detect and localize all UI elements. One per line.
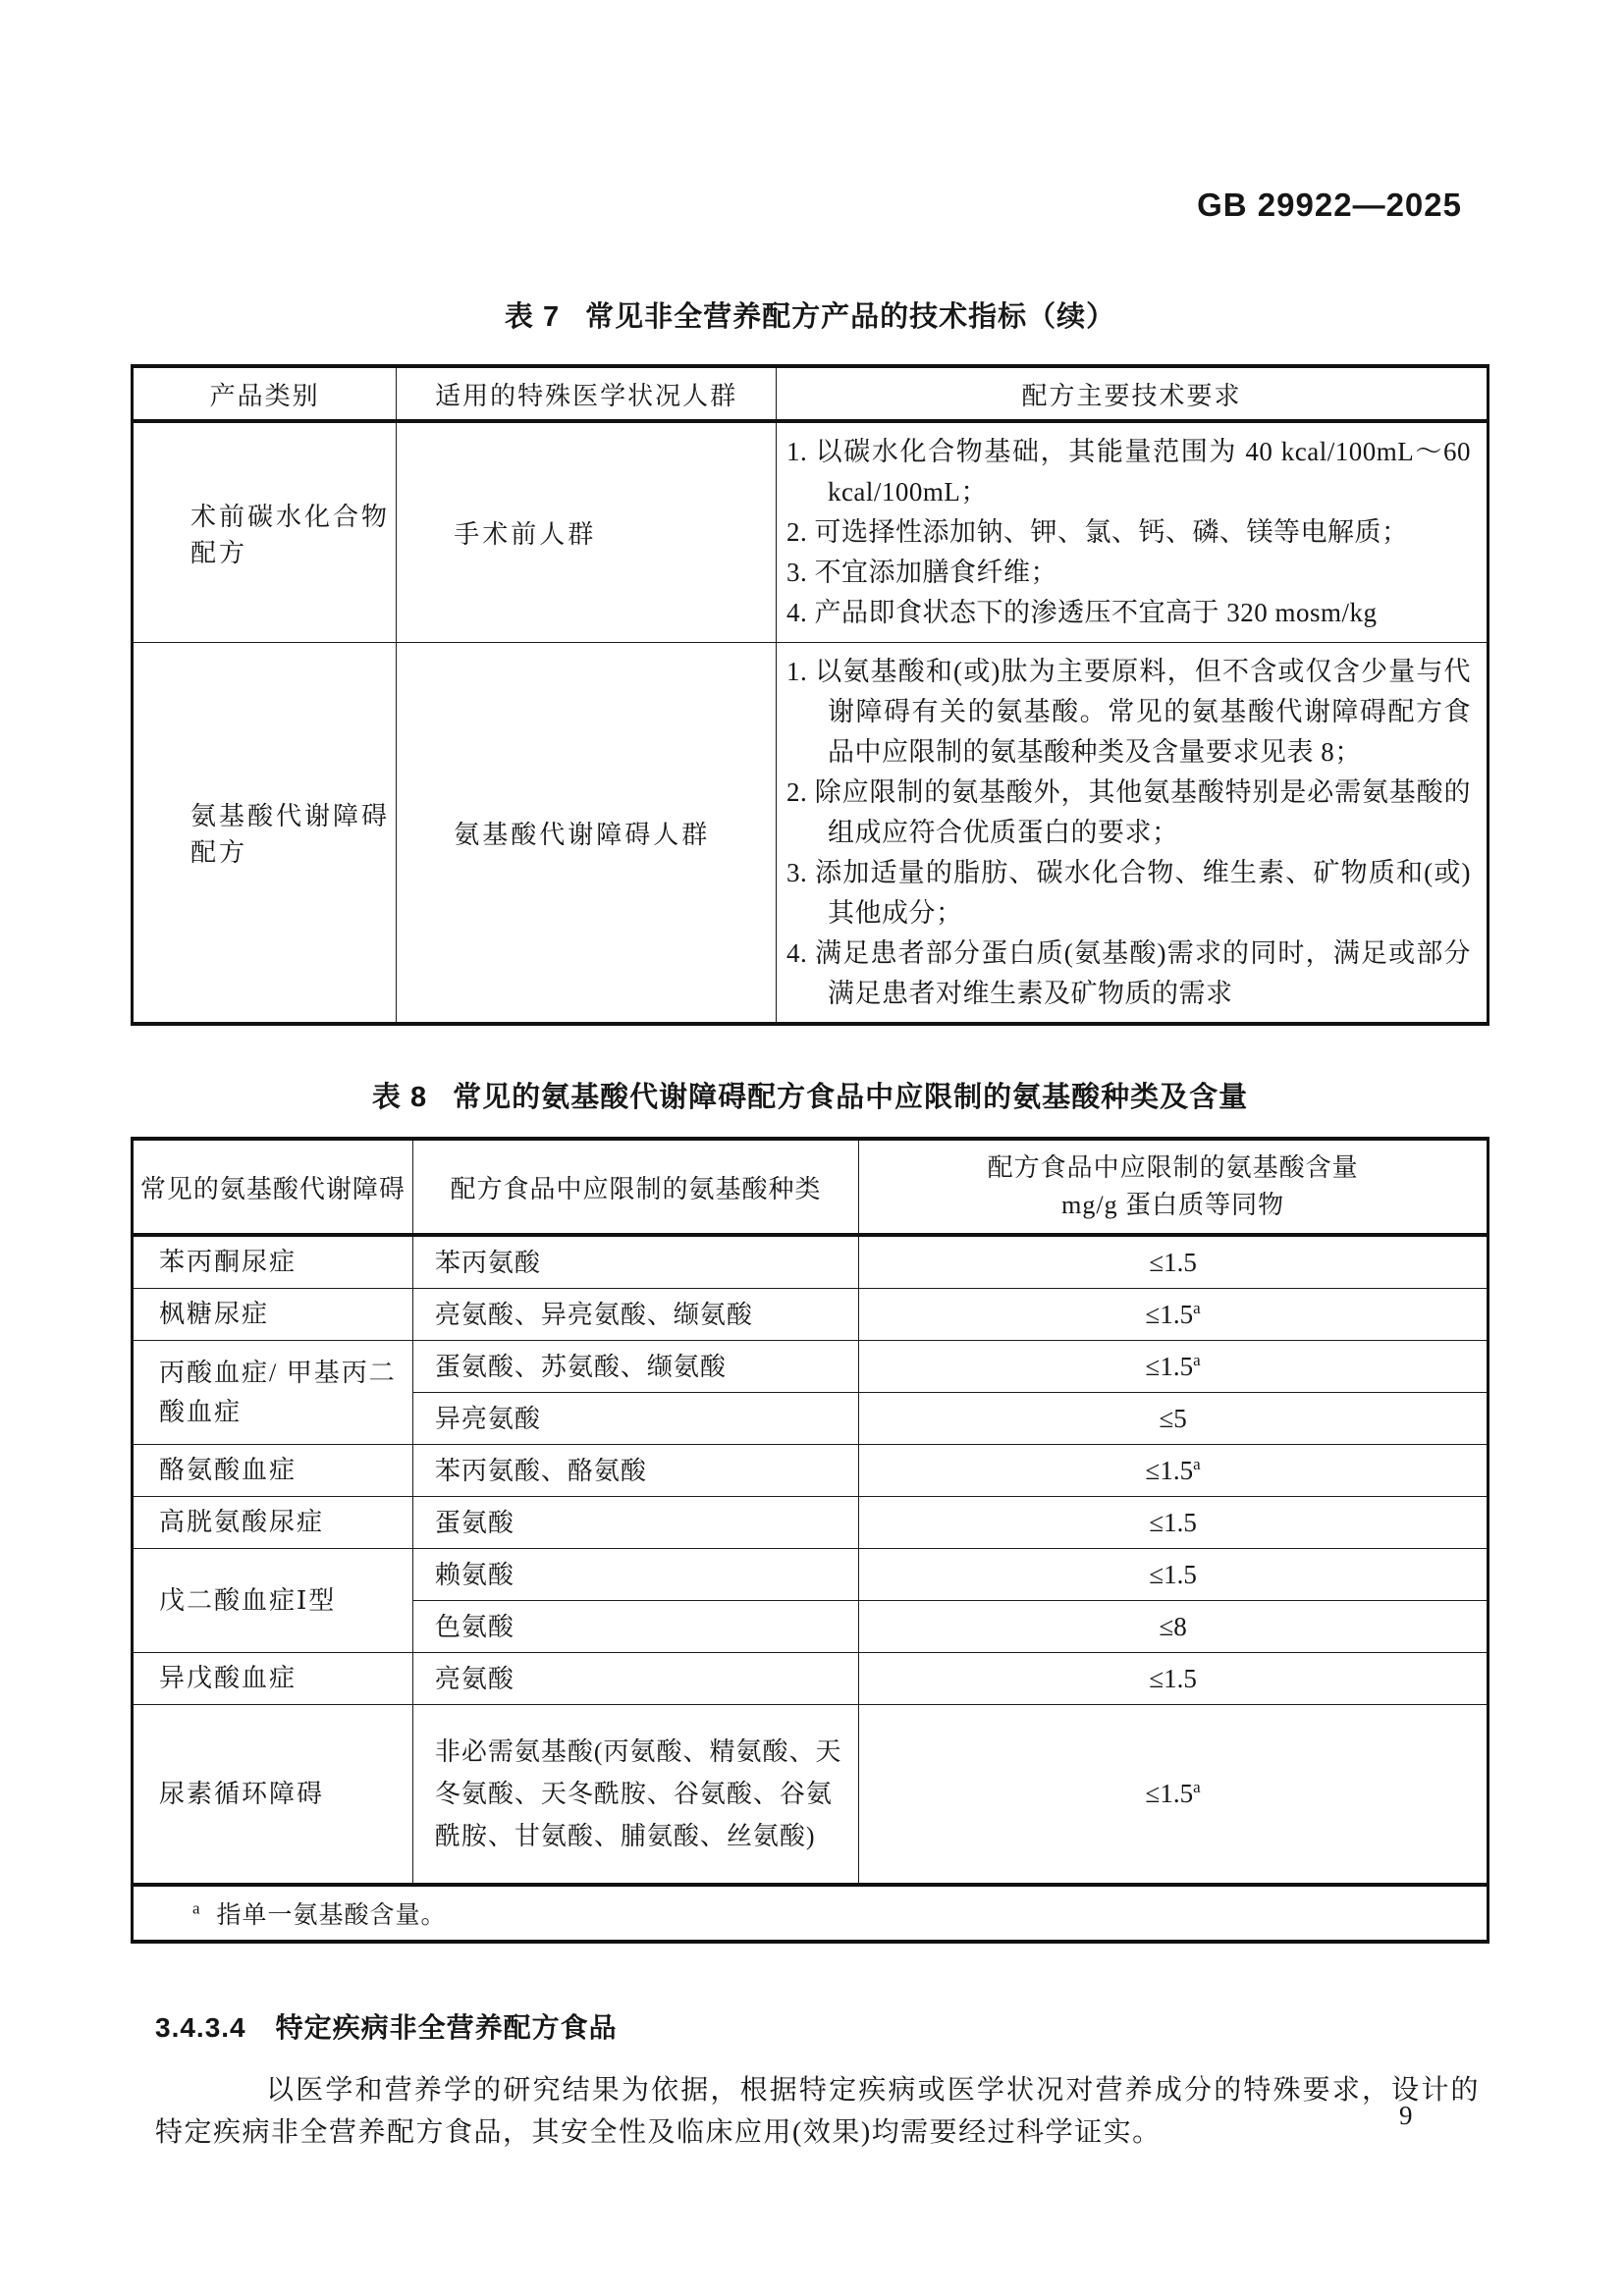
amino-acids-cell: 蛋氨酸、苏氨酸、缬氨酸 (412, 1341, 858, 1393)
table7-header-requirements: 配方主要技术要求 (776, 366, 1488, 421)
table8-row (133, 1341, 1489, 1393)
table8-row (133, 1549, 1489, 1601)
limit-value: ≤1.5 (1149, 1507, 1197, 1537)
population-cell: 手术前人群 (397, 421, 777, 643)
population-cell: 氨基酸代谢障碍人群 (397, 643, 777, 1025)
table8-row (133, 1497, 1489, 1549)
table8-footnote-row (133, 1885, 1489, 1942)
amino-acids-cell: 色氨酸 (412, 1601, 858, 1653)
section-heading (155, 2006, 1489, 2046)
limit-value: ≤8 (1159, 1611, 1187, 1641)
requirement-item: 1. 以氨基酸和(或)肽为主要原料，但不含或仅含少量与代谢障碍有关的氨基酸。常见的氨基酸代谢障碍配方食品中应限制的氨基酸种类及含量要求见表 8； (785, 656, 1471, 767)
requirement-item: 3. 添加适量的脂肪、碳水化合物、维生素、矿物质和(或)其他成分； (785, 857, 1471, 928)
limit-value-cell (859, 1341, 1489, 1393)
footnote-ref: a (1193, 1778, 1201, 1796)
disease-cell: 酪氨酸血症 (133, 1445, 413, 1497)
limit-value-cell (859, 1705, 1489, 1886)
footnote-text: 指单一氨基酸含量。 (216, 1902, 447, 1929)
table7-caption (131, 294, 1489, 335)
product-category-cell: 氨基酸代谢障碍配方 (133, 643, 397, 1025)
limit-value-cell (859, 1445, 1489, 1497)
section-number: 3.4.3.4 (155, 2012, 246, 2043)
table8-row (133, 1289, 1489, 1341)
footnote-ref: a (1193, 1454, 1201, 1473)
amino-acids-cell: 苯丙氨酸 (412, 1235, 858, 1289)
table8-restricted-amino-acids (131, 1137, 1489, 1944)
table8-header-disorder: 常见的氨基酸代谢障碍 (133, 1139, 413, 1235)
body-paragraph: 以医学和营养学的研究结果为依据，根据特定疾病或医学状况对营养成分的特殊要求，设计的特定疾病非全营养配方食品，其安全性及临床应用(效果)均需要经过科学证实。 (155, 2075, 1480, 2148)
table7-caption-text: 常见非全营养配方产品的技术指标（续） (585, 301, 1116, 333)
table8-header-limit-line1: 配方食品中应限制的氨基酸含量 (987, 1153, 1359, 1182)
footnote-marker: a (192, 1898, 201, 1918)
limit-value-cell (859, 1235, 1489, 1289)
amino-acids-cell: 异亮氨酸 (412, 1393, 858, 1445)
doc-number-header: GB 29922—2025 (1197, 187, 1462, 223)
amino-acids-cell: 亮氨酸 (412, 1653, 858, 1705)
disease-cell: 尿素循环障碍 (133, 1705, 413, 1886)
table7-header-row (133, 366, 1489, 421)
limit-value: ≤1.5 (1149, 1559, 1197, 1589)
amino-acids-cell: 赖氨酸 (412, 1549, 858, 1601)
limit-value-cell (859, 1289, 1489, 1341)
table7-row (133, 643, 1489, 1025)
requirement-item: 4. 满足患者部分蛋白质(氨基酸)需求的同时，满足或部分满足患者对维生素及矿物质的需求 (785, 937, 1471, 1008)
requirement-item: 3. 不宜添加膳食纤维； (785, 558, 1057, 587)
table7-technical-indicators (131, 364, 1489, 1026)
table8-header-amino-acid-types: 配方食品中应限制的氨基酸种类 (412, 1139, 858, 1235)
limit-value: ≤5 (1159, 1403, 1187, 1433)
disease-cell: 高胱氨酸尿症 (133, 1497, 413, 1549)
requirements-cell (776, 643, 1488, 1025)
table8-row (133, 1653, 1489, 1705)
table8-header-row (133, 1139, 1489, 1235)
requirement-item: 1. 以碳水化合物基础，其能量范围为 40 kcal/100mL～60 kcal/100mL； (785, 437, 1471, 507)
disease-cell: 苯丙酮尿症 (133, 1235, 413, 1289)
limit-value-cell (859, 1549, 1489, 1601)
limit-value-cell (859, 1653, 1489, 1705)
table8-row (133, 1445, 1489, 1497)
requirements-cell (776, 421, 1488, 643)
table8-caption-text: 常见的氨基酸代谢障碍配方食品中应限制的氨基酸种类及含量 (453, 1082, 1249, 1113)
page-number: 9 (1399, 2101, 1413, 2130)
footnote-ref: a (1193, 1350, 1201, 1369)
limit-value-cell (859, 1393, 1489, 1445)
limit-value: ≤1.5 (1145, 1351, 1194, 1381)
limit-value: ≤1.5 (1149, 1247, 1197, 1277)
product-category-cell: 术前碳水化合物配方 (133, 421, 397, 643)
table7-caption-label: 表 7 (504, 301, 561, 333)
footnote-cell (133, 1885, 1489, 1942)
limit-value: ≤1.5 (1149, 1663, 1197, 1693)
limit-value-cell (859, 1601, 1489, 1653)
requirement-item: 4. 产品即食状态下的渗透压不宜高于 320 mosm/kg (785, 598, 1378, 627)
table7-row (133, 421, 1489, 643)
table8-row (133, 1705, 1489, 1886)
limit-value-cell (859, 1497, 1489, 1549)
table8-caption (131, 1075, 1489, 1115)
amino-acids-cell: 苯丙氨酸、酪氨酸 (412, 1445, 858, 1497)
requirement-item: 2. 除应限制的氨基酸外，其他氨基酸特别是必需氨基酸的组成应符合优质蛋白的要求； (785, 776, 1471, 847)
table7-header-product-category: 产品类别 (133, 366, 397, 421)
table8-row (133, 1235, 1489, 1289)
requirement-item: 2. 可选择性添加钠、钾、氯、钙、磷、镁等电解质； (785, 517, 1409, 547)
footnote-ref: a (1193, 1298, 1201, 1317)
table8-header-limit-line2: mg/g 蛋白质等同物 (1061, 1191, 1285, 1219)
limit-value: ≤1.5 (1145, 1455, 1194, 1485)
disease-cell: 戊二酸血症Ⅰ型 (133, 1549, 413, 1653)
amino-acids-cell: 亮氨酸、异亮氨酸、缬氨酸 (412, 1289, 858, 1341)
disease-cell: 异戊酸血症 (133, 1653, 413, 1705)
disease-cell: 枫糖尿症 (133, 1289, 413, 1341)
disease-cell: 丙酸血症/ 甲基丙二酸血症 (133, 1341, 413, 1445)
table8-header-limit (859, 1139, 1489, 1235)
table7-header-population: 适用的特殊医学状况人群 (397, 366, 777, 421)
amino-acids-cell: 蛋氨酸 (412, 1497, 858, 1549)
limit-value: ≤1.5 (1145, 1299, 1194, 1329)
table8-caption-label: 表 8 (371, 1082, 428, 1113)
section-title: 特定疾病非全营养配方食品 (275, 2012, 618, 2043)
amino-acids-cell: 非必需氨基酸(丙氨酸、精氨酸、天冬氨酸、天冬酰胺、谷氨酸、谷氨酰胺、甘氨酸、脯氨酸、丝氨酸) (412, 1705, 858, 1886)
limit-value: ≤1.5 (1145, 1779, 1194, 1808)
